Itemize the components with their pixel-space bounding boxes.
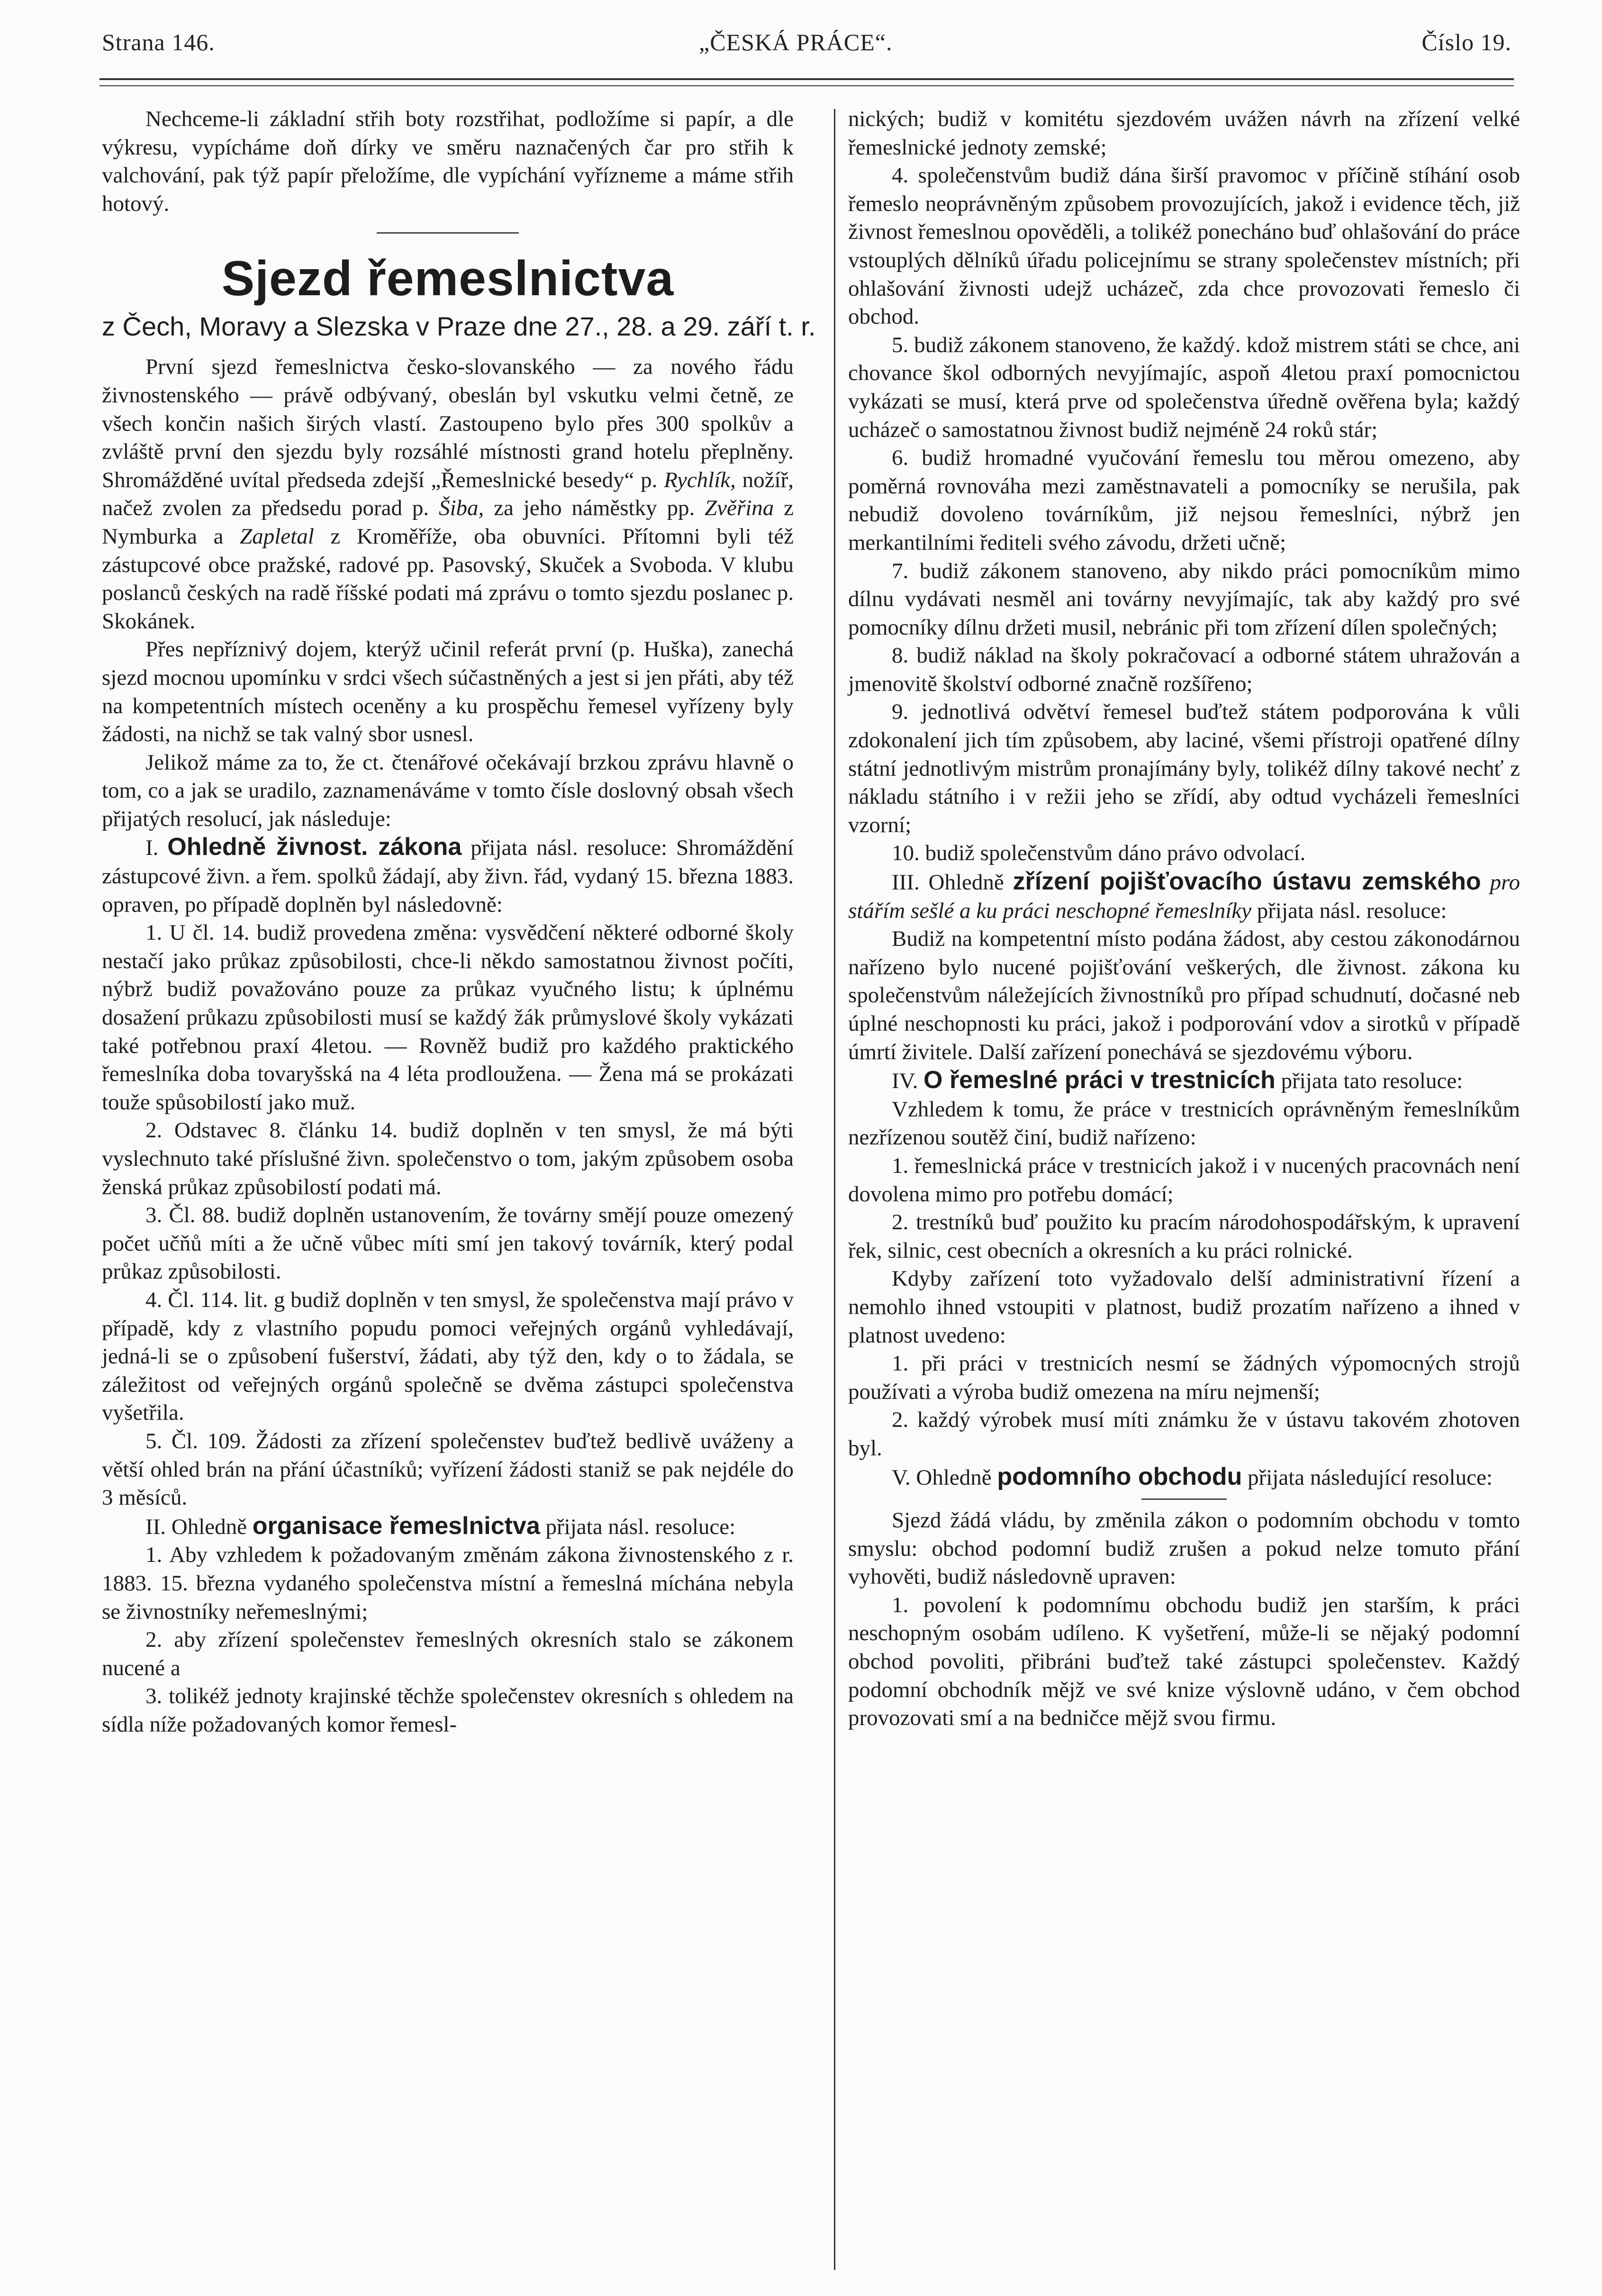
journal-title: „ČESKÁ PRÁCE“. (699, 29, 893, 55)
paragraph: Budiž na kompetentní místo podána žádost, aby cestou zákonodárnou nařízeno bylo nucené pojišťování veškerých, dle živnost. zákona ku společenstvům náležejících živnostníků pro případ schudnutí, dočasné neb úplné neschopnosti ku práci, jakož i podporování vdov a sirotků v případě úmrtí živitele. Další zařízení ponechává se sjezdovému výboru. (848, 926, 1520, 1064)
list-item: 7. budiž zákonem stanoveno, aby nikdo práci pomocníkům mimo dílnu vydávati nesměl ani továrny nevyjímajíc, tak aby každý pro své pomocníky dílnu držeti musil, nebránic při tom zřízení dílen společných; (848, 558, 1520, 640)
list-item: 2. trestníků buď použito ku pracím národohospodářským, k upravení řek, silnic, cest obecních a okresních a ku práci rolnické. (848, 1210, 1520, 1263)
section-divider (1141, 1498, 1227, 1500)
page-number: Strana 146. (102, 29, 215, 55)
list-item: 5. Čl. 109. Žádosti za zřízení společenstev buďtež bedlivě uváženy a větší ohled brán na přání účastníků; vyřízení žádosti staniž se pak nejdéle do 3 měsíců. (102, 1428, 794, 1510)
paragraph: Sjezd žádá vládu, by změnila zákon o podomním obchodu v tomto smyslu: obchod podomní budiž zrušen a pokud nelze tomuto přání vyhověti, budiž následovně upraven: (848, 1508, 1520, 1589)
list-item: 1. Aby vzhledem k požadovaným změnám zákona živnostenského z r. 1883. 15. března vydaného společenstva místní a řemeslná míchána nebyla se živnostníky neřemeslnými; (102, 1543, 794, 1624)
article-title: Sjezd řemeslnictva (221, 251, 674, 307)
list-item: 5. budiž zákonem stanoveno, že každý. kdož mistrem státi se chce, ani chovance škol odborných nevyjímajíc, aspoň 4letou praxí pomocnictou vykázati se musí, která prve od společenstva úředně ověřena byla; každý ucházeč o samostatnou živnost budiž nejméně 24 roků stár; (848, 332, 1520, 442)
issue-number: Číslo 19. (1421, 29, 1511, 55)
list-item: 4. Čl. 114. lit. g budiž doplněn v ten smysl, že společenstva mají právo v případě, kdy z vlastního popudu pomoci veřejných orgánů vyhledávají, jedná-li se o způsobení fušerství, žádati, aby týž den, kdy o to žádala, se záležitost od veřejných orgánů společně se dvěma zástupci společenstva vyšetřila. (102, 1287, 794, 1425)
list-item: 1. povolení k podomnímu obchodu budiž jen starším, k práci neschopným osobám udíleno. K vyšetření, může-li se nějaký podomní obchod povoliti, přibráni buďtež také zástupci společenstev. Každý podomní obchodník mějž ve své knize výslovně udáno, v čem obchod provozovati smí a na bedničce mějž svou firmu. (848, 1592, 1520, 1731)
list-item: 2. každý výrobek musí míti známku že v ústavu takovém zhotoven byl. (848, 1407, 1520, 1461)
section-divider (377, 232, 519, 234)
list-item: 6. budiž hromadné vyučování řemeslu tou měrou omezeno, aby poměrná rovnováha mezi zaměstnavateli a pomocníky se nerušila, pak nebudiž dovoleno továrníkům, již nejsou řemeslníci, nýbrž jen merkantilními řediteli svého závodu, držeti učně; (848, 445, 1520, 555)
list-item: 1. řemeslnická práce v trestnicích jakož i v nucených pracovnách není dovolena mimo pro potřebu domácí; (848, 1153, 1520, 1207)
section-heading: V. Ohledně podomního obchodu přijata následující resoluce: (892, 1462, 1493, 1490)
right-column (848, 105, 1520, 1733)
page-header (102, 28, 1511, 71)
section-heading: III. Ohledně zřízení pojišťovacího ústavu zemského pro stářím sešlé a ku práci neschopné řemeslníky přijata násl. resoluce: (848, 868, 1520, 923)
header-rule (100, 78, 1514, 80)
paragraph: Kdyby zařízení toto vyžadovalo delší administrativní řízení a nemohlo ihned vstoupiti v platnost, budiž prozatím nařízeno a ihned v platnost uvedeno: (848, 1266, 1520, 1348)
header-rule-thin (100, 85, 1514, 86)
column-divider (834, 109, 835, 2270)
list-item: 10. budiž společenstvům dáno právo odvolací. (892, 841, 1306, 866)
list-item: 1. při práci v trestnicích nesmí se žádných výpomocných strojů používati a výroba budiž omezena na míru nejmenší; (848, 1351, 1520, 1404)
list-item: 2. Odstavec 8. článku 14. budiž doplněn v ten smysl, že má býti vyslechnuto také příslušné živn. společenstvo o tom, jakým způsobem osoba ženská průkaz způsobilostí podati má. (102, 1118, 794, 1199)
list-item: 1. U čl. 14. budiž provedena změna: vysvědčení některé odborné školy nestačí jako průkaz způsobilosti, chce-li někdo samostatnou živnost počíti, nýbrž budiž považováno pouze za průkaz vyučného listu; k úplnému dosažení průkazu způsobilosti musí se každý žák průmyslové školy vykázati také potřebnou praxí 4letou. — Rovněž budiž pro každého praktického řemeslníka doba tovaryšská na 4 léta prodloužena. — Žena má se prokázati touže spůsobilostí jako muž. (102, 920, 794, 1115)
list-item: 8. budiž náklad na školy pokračovací a odborné státem uhražován a jmenovitě školství odborné značně rozšířeno; (848, 643, 1520, 696)
paragraph: Přes nepříznivý dojem, kterýž učinil referát první (p. Huška), zanechá sjezd mocnou upomínku v srdci všech súčastněných a jest si jen přáti, aby též na kompetentních místech oceněny a ku prospěchu řemesel vyřízeny byly žádosti, na nichž se tak valný sbor usnesl. (102, 637, 794, 747)
paragraph: nických; budiž v komitétu sjezdovém uvážen návrh na zřízení velké řemeslnické jednoty zemské; (848, 107, 1520, 160)
list-item: 3. Čl. 88. budiž doplněn ustanovením, že továrny smějí pouze omezený počet učňů míti a že učně vůbec míti smí jen takový továrník, který podal průkaz způsobilosti. (102, 1203, 794, 1284)
list-item: 3. tolikéž jednoty krajinské těchže společenstev okresních s ohledem na sídla níže požadovaných komor řemesl- (102, 1684, 794, 1737)
section-heading: IV. O řemeslné práci v trestnicích přijata tato resoluce: (892, 1066, 1463, 1094)
paragraph: Jelikož máme za to, že ct. čtenářové očekávají brzkou zprávu hlavně o tom, co a jak se uradilo, zaznamenáváme v tomto čísle doslovný obsah všech přijatých resolucí, jak následuje: (102, 750, 794, 831)
paragraph: První sjezd řemeslnictva česko-slovanského — za nového řádu živnostenského — právě odbývaný, obeslán byl vskutku velmi četně, ze všech končin našich širých vlastí. Zastoupeno bylo přes 300 spolkův a zvláště první den sjezdu byly rozsáhlé místnosti grand hotelu přeplněny. Shromážděné uvítal předseda zdejší „Řemeslnické besedy“ p. Rychlík, nožíř, načež zvolen za předsedu porad p. Šiba, za jeho náměstky pp. Zvěřina z Nymburka a Zapletal z Kroměříže, oba obuvníci. Přítomni byli též zástupcové obce pražské, radové pp. Pasovský, Skuček a Svoboda. V klubu poslanců českých na radě říšské podati má zprávu o tomto sjezdu poslanec p. Skokánek. (102, 354, 794, 634)
article-subtitle: z Čech, Moravy a Slezska v Praze dne 27., 28. a 29. září t. r. (102, 311, 816, 342)
list-item: 2. aby zřízení společenstev řemeslných okresních stalo se zákonem nucené a (102, 1627, 794, 1680)
list-item: 9. jednotlivá odvětví řemesel buďtež státem podporována k vůli zdokonalení jich tím způsobem, aby laciné, všemi přístroji opatřené dílny státní jednotlivým mistrům pronajímány byly, tolikéž dílny takové nechť z nákladu státního i v režii jeho se zřídí, aby odtud vycházeli řemeslníci vzorní; (848, 699, 1520, 837)
paragraph: Vzhledem k tomu, že práce v trestnicích oprávněným řemeslníkům nezřízenou soutěž činí, budiž nařízeno: (848, 1097, 1520, 1150)
left-column (102, 105, 816, 1739)
list-item: 4. společenstvům budiž dána širší pravomoc v příčině stíhání osob řemeslo neoprávněným způsobem provozujících, jakož i evidence těch, již živnost řemeslnou opověděli, a tolikéž ponecháno buď ohlašování do práce vstouplých dělníků úřadu policejnímu se strany společenstev místních; při ohlašování živnosti udejž ucházeč, zda chce provozovati řemeslo či obchod. (848, 163, 1520, 329)
section-heading: I. Ohledně živnost. zákona přijata násl. resoluce: Shromáždění zástupcové živn. a řem. spolků žádají, aby živn. řád, vydaný 15. března 1883. opraven, po případě doplněn byl následovně: (102, 833, 794, 917)
section-heading: II. Ohledně organisace řemeslnictva přijata násl. resoluce: (145, 1512, 736, 1540)
intro-paragraph: Nechceme-li základní střih boty rozstřihat, podložíme si papír, a dle výkresu, vypícháme doň dírky ve směru naznačených čar pro střih k valchování, pak týž papír přeložíme, dle vypíchání vyřízneme a máme střih hotový. (102, 107, 794, 216)
